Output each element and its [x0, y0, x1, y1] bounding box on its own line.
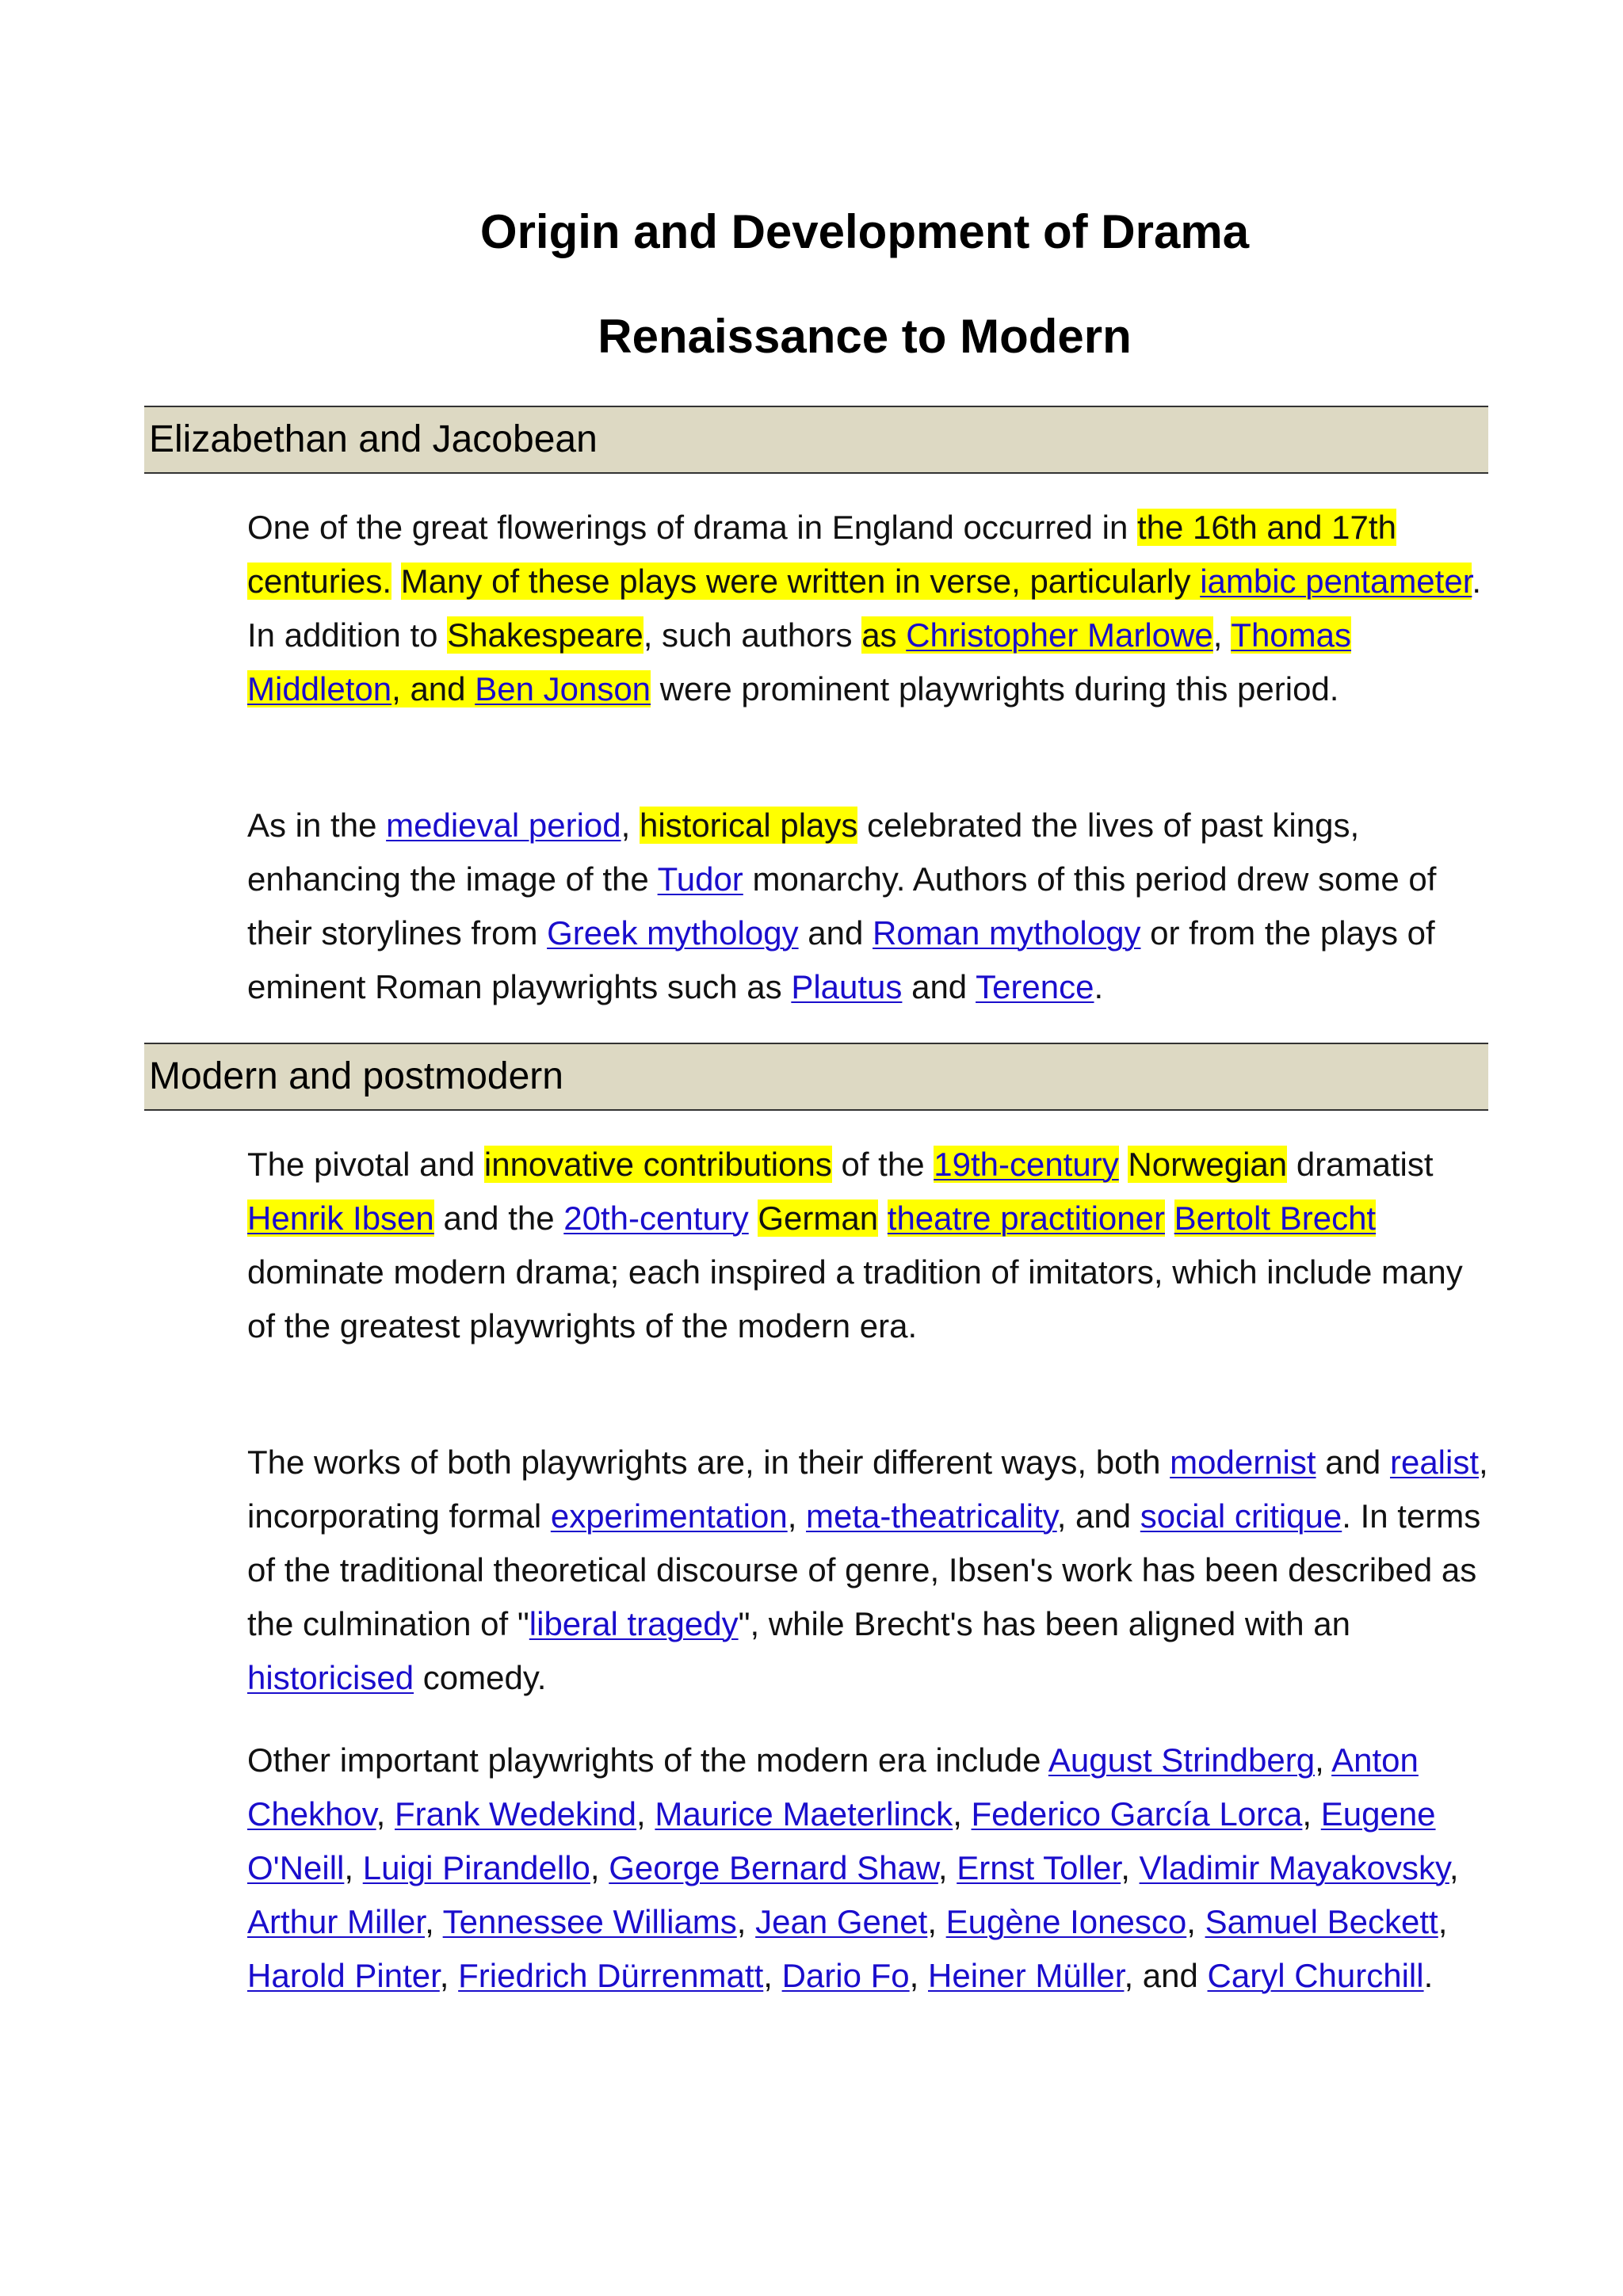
link-vladimir-mayakovsky[interactable]: Vladimir Mayakovsky — [1139, 1849, 1449, 1886]
text-run: , — [1449, 1849, 1459, 1886]
text-run: and — [1316, 1444, 1390, 1481]
highlighted-text — [934, 1146, 1118, 1183]
link-ben-jonson[interactable]: Ben Jonson — [475, 670, 651, 707]
text-run: and — [902, 968, 976, 1005]
link-george-bernard-shaw[interactable]: George Bernard Shaw — [609, 1849, 938, 1886]
text-run: , — [1121, 1849, 1140, 1886]
text-run: , — [953, 1795, 972, 1833]
link-liberal-tragedy[interactable]: liberal tragedy — [529, 1605, 739, 1642]
document-subtitle: Renaissance to Modern — [598, 310, 1132, 363]
text-run: , — [425, 1903, 443, 1940]
paragraph-modern-1 — [247, 1138, 1499, 1353]
highlighted-text: German — [758, 1199, 879, 1237]
link-tennessee-williams[interactable]: Tennessee Williams — [442, 1903, 737, 1940]
highlighted-text: Norwegian — [1128, 1146, 1288, 1183]
highlighted-text — [861, 616, 1213, 654]
text-run: . — [1423, 1957, 1434, 1994]
link-meta-theatricality[interactable]: meta-theatricality — [806, 1497, 1057, 1535]
link-iambic-pentameter[interactable]: iambic pentameter — [1200, 563, 1472, 600]
text-run: as — [861, 616, 907, 654]
text-run: , — [1212, 616, 1232, 654]
text-run: , — [763, 1957, 782, 1994]
text-run — [1119, 1146, 1128, 1183]
section-heading-modern: Modern and postmodern — [144, 1043, 1488, 1111]
link-realist[interactable]: realist — [1389, 1444, 1480, 1481]
text-run — [1165, 1199, 1174, 1237]
link-bertolt-brecht[interactable]: Bertolt Brecht — [1174, 1199, 1377, 1237]
text-run: , — [1315, 1741, 1332, 1779]
link-caryl-churchill[interactable]: Caryl Churchill — [1207, 1957, 1424, 1994]
link-roman-mythology[interactable]: Roman mythology — [873, 914, 1141, 952]
link-historicised[interactable]: historicised — [247, 1659, 414, 1696]
link-anton-chekhov[interactable]: Anton Chekhov — [247, 1741, 1419, 1833]
link-thomas-middleton[interactable]: Thomas Middleton — [247, 616, 1352, 707]
text-run: were prominent playwrights during this period. — [651, 670, 1339, 707]
text-run: , — [736, 1903, 756, 1940]
link-arthur-miller[interactable]: Arthur Miller — [247, 1903, 426, 1940]
text-run: monarchy. Authors of this period drew some of their storylines from — [247, 860, 1437, 952]
link-luigi-pirandello[interactable]: Luigi Pirandello — [362, 1849, 590, 1886]
text-run: of the — [831, 1146, 934, 1183]
link-theatre-practitioner[interactable]: theatre practitioner — [887, 1199, 1165, 1237]
text-run: or from the plays of eminent Roman playwrights such as — [247, 914, 1435, 1005]
text-run: , — [376, 1795, 395, 1833]
text-run: , — [621, 807, 640, 844]
highlighted-text: Shakespeare — [447, 616, 643, 654]
link-social-critique[interactable]: social critique — [1140, 1497, 1342, 1535]
link-dario-fo[interactable]: Dario Fo — [781, 1957, 910, 1994]
text-run: celebrated the lives of past kings, enhancing the image of the — [247, 807, 1360, 898]
text-run: , incorporating formal — [247, 1444, 1488, 1535]
link-modernist[interactable]: modernist — [1170, 1444, 1316, 1481]
text-run: , — [927, 1903, 946, 1940]
section-heading-elizabethan: Elizabethan and Jacobean — [144, 406, 1488, 474]
link-frank-wedekind[interactable]: Frank Wedekind — [395, 1795, 637, 1833]
link-experimentation[interactable]: experimentation — [550, 1497, 788, 1535]
highlighted-text: innovative contributions — [483, 1146, 832, 1183]
link-federico-garcia-lorca[interactable]: Federico García Lorca — [971, 1795, 1303, 1833]
link-maurice-maeterlinck[interactable]: Maurice Maeterlinck — [655, 1795, 953, 1833]
link-19th-century[interactable]: 19th-century — [934, 1146, 1119, 1183]
highlighted-text — [247, 1199, 434, 1237]
text-run: , — [938, 1849, 957, 1886]
link-august-strindberg[interactable]: August Strindberg — [1048, 1741, 1316, 1779]
text-run: The works of both playwrights are, in their different ways, both — [247, 1444, 1170, 1481]
text-run: , — [1186, 1903, 1205, 1940]
link-plautus[interactable]: Plautus — [791, 968, 903, 1005]
link-jean-genet[interactable]: Jean Genet — [755, 1903, 928, 1940]
text-run: and the — [433, 1199, 564, 1237]
text-run: , and — [1124, 1957, 1208, 1994]
text-run: dramatist — [1287, 1146, 1434, 1183]
link-ernst-toller[interactable]: Ernst Toller — [957, 1849, 1121, 1886]
paragraph-elizabethan-1 — [247, 501, 1499, 716]
text-run: , — [787, 1497, 807, 1535]
link-samuel-beckett[interactable]: Samuel Beckett — [1205, 1903, 1438, 1940]
text-run: Other important playwrights of the modern era include — [247, 1741, 1048, 1779]
paragraph-modern-3 — [247, 1733, 1499, 2003]
text-run: . In addition to — [247, 563, 1482, 654]
text-run: , — [439, 1957, 459, 1994]
link-eugene-oneill[interactable]: Eugene O'Neill — [247, 1795, 1436, 1886]
text-run: . — [1094, 968, 1104, 1005]
paragraph-modern-2 — [247, 1436, 1499, 1705]
text-run — [391, 563, 401, 600]
text-run — [749, 1199, 758, 1237]
text-run: , — [1438, 1903, 1448, 1940]
text-run: comedy. — [414, 1659, 547, 1696]
link-medieval-period[interactable]: medieval period — [386, 807, 621, 844]
highlighted-text: the 16th and 17th centuries. — [247, 509, 1396, 600]
link-eugene-ionesco[interactable]: Eugène Ionesco — [945, 1903, 1187, 1940]
link-henrik-ibsen[interactable]: Henrik Ibsen — [247, 1199, 434, 1237]
link-friedrich-durrenmatt[interactable]: Friedrich Dürrenmatt — [458, 1957, 764, 1994]
highlighted-text — [1174, 1199, 1376, 1237]
text-run: Many of these plays were written in verse, particularly — [400, 563, 1201, 600]
document-title: Origin and Development of Drama — [479, 205, 1250, 258]
text-run: , — [590, 1849, 609, 1886]
highlighted-text — [401, 563, 1472, 600]
text-run — [878, 1199, 888, 1237]
text-run: , — [344, 1849, 363, 1886]
text-run: , — [636, 1795, 655, 1833]
text-run: The pivotal and — [247, 1146, 484, 1183]
text-run: , and — [391, 670, 475, 707]
link-harold-pinter[interactable]: Harold Pinter — [247, 1957, 440, 1994]
link-christopher-marlowe[interactable]: Christopher Marlowe — [906, 616, 1213, 654]
text-run: , such authors — [643, 616, 862, 654]
text-run: ", while Brecht's has been aligned with an — [738, 1605, 1350, 1642]
text-run: , and — [1056, 1497, 1140, 1535]
link-20th-century[interactable]: 20th-century — [563, 1199, 749, 1237]
text-run: As in the — [247, 807, 387, 844]
highlighted-text — [888, 1199, 1165, 1237]
text-run: One of the great flowerings of drama in England occurred in — [247, 509, 1137, 546]
highlighted-text: historical plays — [639, 807, 858, 844]
text-run: and — [798, 914, 873, 952]
link-tudor[interactable]: Tudor — [657, 860, 743, 898]
link-terence[interactable]: Terence — [976, 968, 1094, 1005]
text-run: , — [909, 1957, 928, 1994]
text-run: dominate modern drama; each inspired a tradition of imitators, which include many of the greatest playwrights of the modern era. — [247, 1253, 1463, 1344]
text-run: , — [1302, 1795, 1321, 1833]
text-run: . In terms of the traditional theoretical discourse of genre, Ibsen's work has been described as the culmination of " — [247, 1497, 1481, 1642]
link-heiner-muller[interactable]: Heiner Müller — [928, 1957, 1125, 1994]
paragraph-elizabethan-2 — [247, 799, 1499, 1014]
link-greek-mythology[interactable]: Greek mythology — [547, 914, 799, 952]
